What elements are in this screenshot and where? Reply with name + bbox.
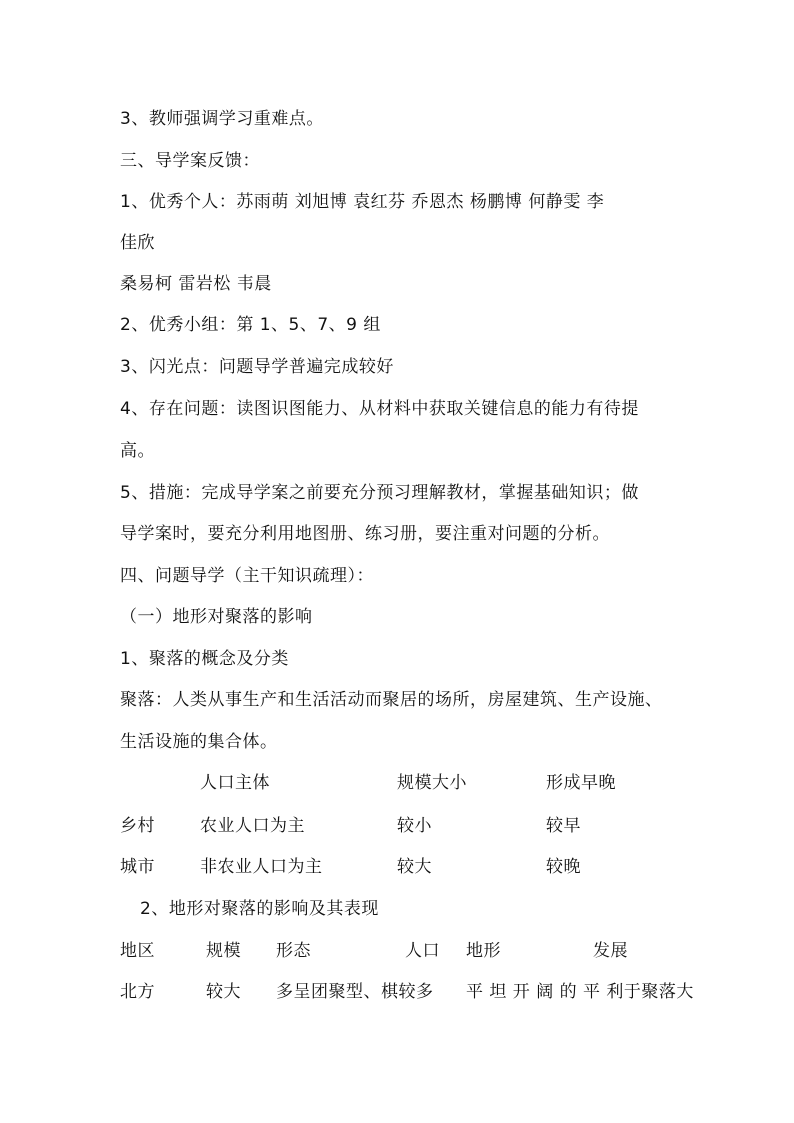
- text-line: 桑易柯 雷岩松 韦晨: [120, 274, 272, 294]
- text-line: 佳欣: [120, 233, 155, 253]
- table-cell: 多呈团聚型、棋较多: [276, 982, 434, 1002]
- table-header: 形成早晚: [546, 773, 616, 793]
- table-header: 地形: [466, 941, 501, 961]
- text-line: 4、存在问题：读图识图能力、从材料中获取关键信息的能力有待提: [120, 399, 639, 419]
- table-cell: 较早: [546, 816, 581, 836]
- table-header: 规模: [206, 941, 241, 961]
- table-header: 人口主体: [200, 773, 270, 793]
- section-heading-feedback: 三、导学案反馈：: [120, 151, 260, 171]
- text-line: 导学案时，要充分利用地图册、练习册，要注重对问题的分析。: [120, 524, 610, 544]
- table-cell: 非农业人口为主: [200, 857, 323, 877]
- text-line: 聚落：人类从事生产和生活活动而聚居的场所，房屋建筑、生产设施、: [120, 690, 663, 710]
- table-header: 发展: [593, 941, 628, 961]
- text-line: 2、优秀小组：第 1、5、7、9 组: [120, 315, 381, 335]
- table-cell: 农业人口为主: [200, 816, 305, 836]
- subsection-heading: （一）地形对聚落的影响: [120, 607, 313, 627]
- text-line: 1、优秀个人：苏雨萌 刘旭博 袁红芬 乔恩杰 杨鹏博 何静雯 李: [120, 192, 605, 212]
- table-header: 人口: [405, 941, 440, 961]
- table-cell: 较晚: [546, 857, 581, 877]
- text-line: 1、聚落的概念及分类: [120, 649, 289, 669]
- table-cell: 较小: [397, 816, 432, 836]
- table-cell: 较大: [206, 982, 241, 1002]
- text-line: 高。: [120, 441, 155, 461]
- table-cell: 城市: [120, 857, 155, 877]
- table-header: 地区: [120, 941, 155, 961]
- text-line: 3、教师强调学习重难点。: [120, 109, 324, 129]
- text-line: 3、闪光点：问题导学普遍完成较好: [120, 357, 394, 377]
- text-line: 5、措施：完成导学案之前要充分预习理解教材，掌握基础知识；做: [120, 483, 639, 503]
- text-line: 生活设施的集合体。: [120, 732, 278, 752]
- table-header: 规模大小: [397, 773, 467, 793]
- section-heading-guide: 四、问题导学（主干知识疏理）：: [120, 566, 374, 586]
- table-cell: 平 坦 开 阔 的 平 利于聚落大: [466, 982, 694, 1002]
- table-cell: 较大: [397, 857, 432, 877]
- table-header: 形态: [276, 941, 311, 961]
- table-cell: 乡村: [120, 816, 155, 836]
- table-cell: 北方: [120, 982, 155, 1002]
- subsection-heading: 2、地形对聚落的影响及其表现: [140, 899, 379, 919]
